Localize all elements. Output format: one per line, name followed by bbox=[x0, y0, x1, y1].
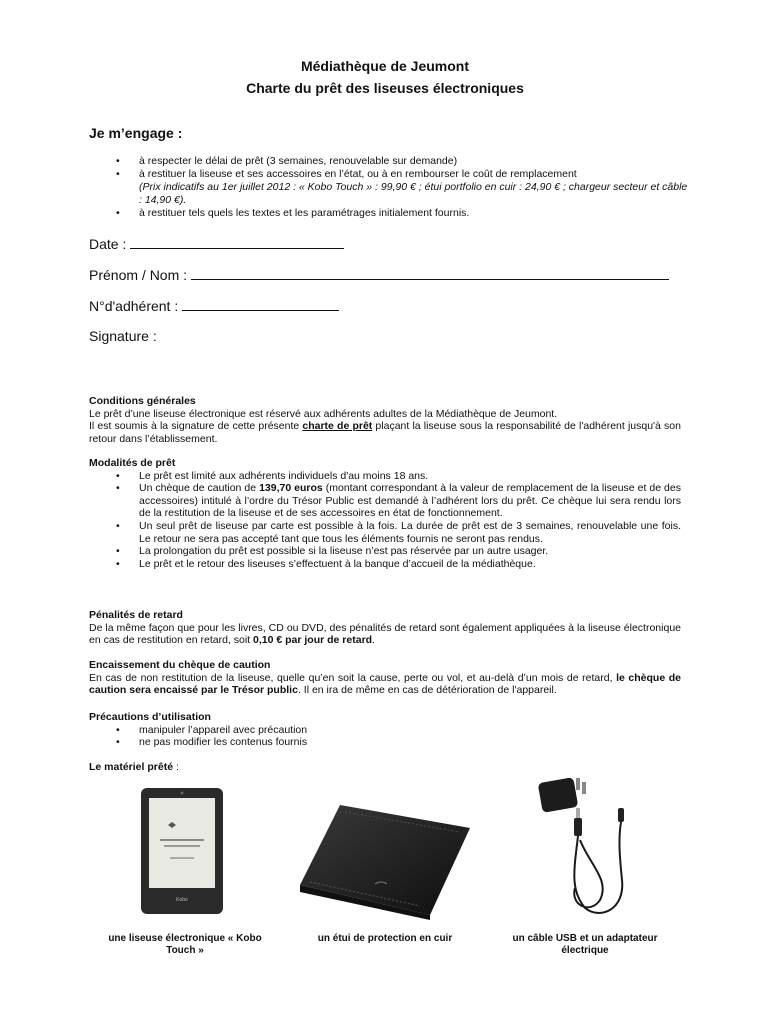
list-item: • La prolongation du prêt est possible si la liseuse n’est pas réservée par un autre usager. bbox=[116, 545, 549, 558]
list-item: • Un seul prêt de liseuse par carte est possible à la fois. La durée de prêt est de 3 semaines, renouvelable une fois. Le retour ne sera pas accepté tant que tous les éléments fournis ne seront pas rendus. bbox=[116, 519, 681, 545]
member-number-field[interactable]: N°d'adhérent : bbox=[89, 298, 339, 314]
list-item: • à restituer la liseuse et ses accessoires en l’état, ou à en rembourser le coût de remplacement (Prix indicatifs au 1er juillet 2012 : « Kobo Touch » : 99,90 € ; étui portfolio en cuir : 24,90 € ; chargeur secteur et câble : 14,90 €). bbox=[116, 168, 688, 206]
list-item: • Le prêt et le retour des liseuses s’effectuent à la banque d’accueil de la médiathèque. bbox=[116, 557, 536, 570]
name-field[interactable]: Prénom / Nom : bbox=[89, 267, 669, 283]
section-heading: Précautions d’utilisation bbox=[89, 711, 211, 723]
case-image bbox=[295, 800, 475, 920]
list-item: • Le prêt est limité aux adhérents individuels d'au moins 18 ans. bbox=[116, 469, 429, 482]
section-heading: Modalités de prêt bbox=[89, 457, 176, 469]
deposit-section: Encaissement du chèque de caution En cas de non restitution de la liseuse, quelle qu’en soit la cause, perte ou vol, et au-delà d’un mois de retard, le chèque de caution sera encaissé par le Trésor public. Il en ira de même en cas de détérioration de l'appareil. bbox=[89, 659, 681, 697]
caption-cable: un câble USB et un adaptateur électrique bbox=[512, 933, 658, 956]
penalties-section: Pénalités de retard De la même façon que pour les livres, CD ou DVD, des pénalités de retard sont également appliquées à la liseuse électronique en cas de restitution en retard, soit 0,10 € par jour de retard. bbox=[89, 609, 681, 647]
conditions-section: Conditions générales Le prêt d’une liseuse électronique est réservé aux adhérents adultes de la Médiathèque de Jeumont. Il est soumis à la signature de cette présente charte de prêt plaçant la liseuse sous la responsabilité de l'adhérent jusqu'à son retour dans l’établissement. bbox=[89, 395, 681, 445]
modalities-section bbox=[89, 457, 681, 570]
list-item: • à restituer tels quels les textes et les paramétrages initialement fournis. bbox=[116, 207, 470, 219]
charter-link: charte de prêt bbox=[302, 420, 373, 433]
engagement-list bbox=[89, 155, 689, 220]
signature-field[interactable]: Signature : bbox=[89, 328, 157, 344]
list-item: • à respecter le délai de prêt (3 semaines, renouvelable sur demande) bbox=[116, 155, 458, 167]
caption-ereader: une liseuse électronique « Kobo Touch » bbox=[108, 933, 262, 956]
section-heading: Encaissement du chèque de caution bbox=[89, 659, 271, 671]
list-item: • ne pas modifier les contenus fournis bbox=[116, 736, 308, 749]
prices-note: (Prix indicatifs au 1er juillet 2012 : « Kobo Touch » : 99,90 € ; étui portfolio en cuir : 24,90 € ; chargeur secteur et câble : 14,90 €). bbox=[139, 181, 688, 206]
section-heading: Le matériel prêté : bbox=[89, 761, 179, 773]
date-field[interactable]: Date : bbox=[89, 236, 344, 252]
section-heading: Conditions générales bbox=[89, 395, 196, 407]
caption-case: un étui de protection en cuir bbox=[317, 933, 453, 944]
list-item: • manipuler l’appareil avec précaution bbox=[116, 723, 308, 736]
engagement-heading: Je m’engage : bbox=[89, 125, 183, 141]
page-title: Médiathèque de Jeumont bbox=[300, 58, 470, 74]
usb-cable-adapter-image bbox=[530, 770, 640, 920]
precautions-section bbox=[89, 711, 681, 749]
section-heading: Pénalités de retard bbox=[89, 609, 183, 621]
page-subtitle: Charte du prêt des liseuses électroniques bbox=[246, 80, 524, 96]
device-brand-text: Kobo bbox=[176, 897, 188, 903]
list-item: • Un chèque de caution de 139,70 euros (montant correspondant à la valeur de remplacement de la liseuse et de des accessoires) intitulé à l’ordre du Trésor Public est demandé à l’adhérent lors du prêt. Ce chèque lui sera rendu lors de la restitution de la liseuse et de ses accessoires en état de fonctionnement. bbox=[116, 482, 681, 520]
ereader-image bbox=[140, 787, 224, 915]
